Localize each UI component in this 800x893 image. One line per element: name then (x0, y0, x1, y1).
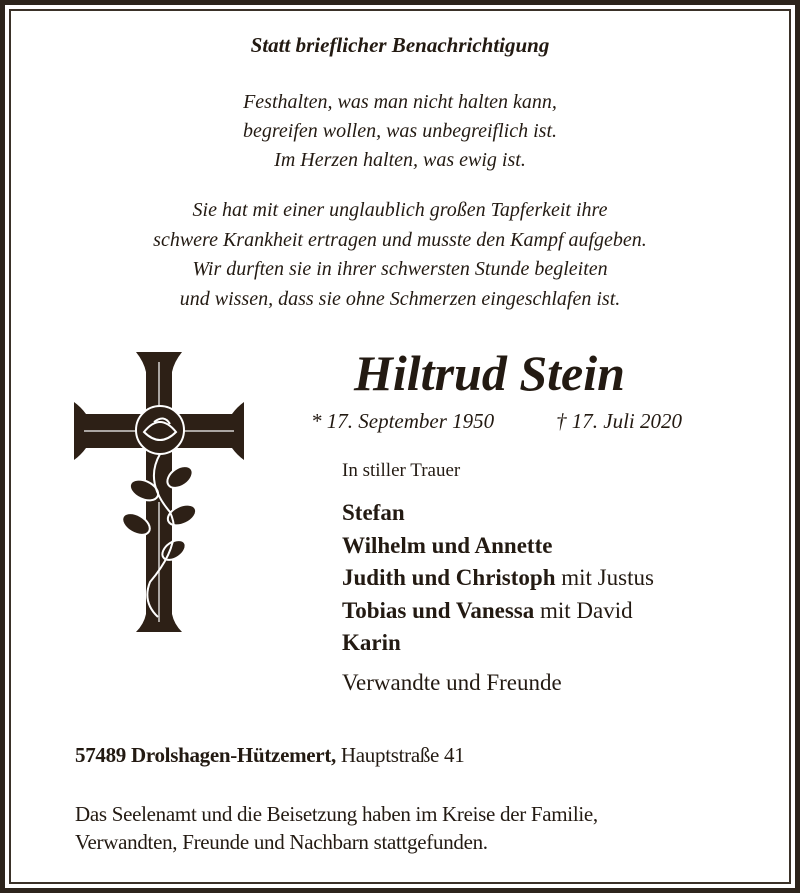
address (75, 743, 464, 768)
family-list (342, 497, 654, 660)
family-member: Karin (342, 630, 401, 655)
poem-line: Im Herzen halten, was ewig ist. (274, 149, 526, 171)
death-date: † 17. Juli 2020 (556, 409, 682, 433)
cross-with-rose-icon (74, 352, 246, 634)
poem-line: Festhalten, was man nicht halten kann, (243, 91, 557, 113)
family-member: Judith und Christoph mit Justus (342, 565, 654, 590)
deceased-name: Hiltrud Stein (354, 345, 625, 401)
closing-text (75, 800, 598, 856)
mourning-intro: In stiller Trauer (342, 460, 461, 481)
relatives-friends: Verwandte und Freunde (342, 670, 562, 695)
message-line: Wir durften sie in ihrer schwersten Stunde begleiten (192, 258, 608, 280)
closing-line: Verwandten, Freunde und Nachbarn stattgefunden. (75, 830, 488, 854)
family-member: Wilhelm und Annette (342, 532, 553, 558)
closing-line: Das Seelenamt und die Beisetzung haben im Kreise der Familie, (75, 802, 598, 826)
message-line: Sie hat mit einer unglaublich großen Tapferkeit ihre (192, 199, 608, 221)
family-member: Stefan (342, 500, 405, 525)
poem-line: begreifen wollen, was unbegreiflich ist. (242, 120, 558, 142)
address-city: 57489 Drolshagen-Hützemert, (75, 743, 336, 767)
address-street: Hauptstraße 41 (335, 743, 465, 767)
message (0, 196, 800, 314)
birth-date: * 17. September 1950 (311, 409, 495, 433)
family-member: Tobias und Vanessa mit David (342, 597, 633, 623)
poem (0, 88, 800, 175)
notice-heading: Statt brieflicher Benachrichtigung (250, 33, 550, 57)
message-line: und wissen, dass sie ohne Schmerzen eingeschlafen ist. (179, 287, 621, 310)
message-line: schwere Krankheit ertragen und musste den Kampf aufgeben. (153, 228, 647, 251)
